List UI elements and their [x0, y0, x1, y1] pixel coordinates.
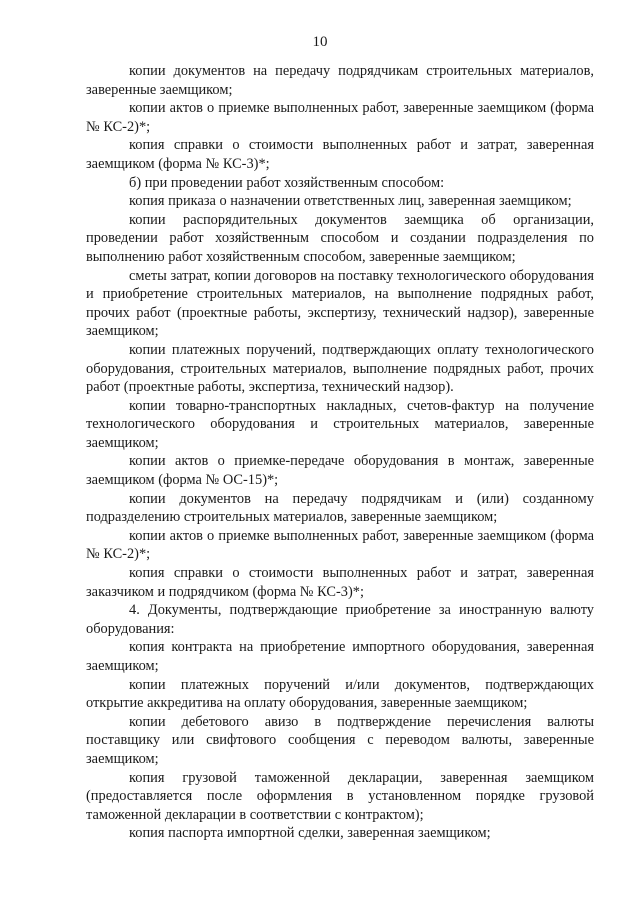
paragraph: копия приказа о назначении ответственных лиц, заверенная заемщиком; — [129, 193, 572, 210]
paragraph: б) при проведении работ хозяйственным способом: — [129, 174, 445, 191]
document-body — [86, 62, 594, 843]
paragraph: копии дебетового авизо в подтверждение перечисления валюты поставщику или свифтового сообщения с переводом валюты, заверенные заемщиком; — [86, 713, 594, 767]
paragraph: копия грузовой таможенной декларации, заверенная заемщиком (предоставляется после оформления в установленном порядке грузовой таможенной декларации в соответствии с контрактом); — [86, 769, 594, 823]
paragraph: копии документов на передачу подрядчикам строительных материалов, заверенные заемщиком; — [86, 63, 594, 98]
paragraph: копии платежных поручений и/или документов, подтверждающих открытие аккредитива на оплату оборудования, заверенные заемщиком; — [86, 676, 594, 712]
paragraph: копия паспорта импортной сделки, заверенная заемщиком; — [129, 825, 491, 842]
paragraph: копия контракта на приобретение импортного оборудования, заверенная заемщиком; — [86, 639, 594, 674]
paragraph: копии распорядительных документов заемщика об организации, проведении работ хозяйственным способом и создании подразделения по выполнению работ хозяйственным способом, заверенные заемщиком; — [86, 211, 594, 265]
paragraph: копии документов на передачу подрядчикам и (или) созданному подразделению строительных материалов, заверенные заемщиком; — [86, 490, 594, 526]
section-heading: 4. Документы, подтверждающие приобретение за иностранную валюту оборудования: — [86, 602, 594, 637]
paragraph: сметы затрат, копии договоров на поставку технологического оборудования и приобретение строительных материалов, на выполнение подрядных работ, прочих работ (проектные работы, экспертизу, технический надзор), заверенные заемщиком; — [86, 267, 594, 340]
paragraph: копии актов о приемке выполненных работ, заверенные заемщиком (форма № КС-2)*; — [86, 527, 594, 563]
paragraph: копии актов о приемке выполненных работ, заверенные заемщиком (форма № КС-2)*; — [86, 100, 594, 135]
page-number: 10 — [312, 34, 328, 50]
paragraph: копия справки о стоимости выполненных работ и затрат, заверенная заказчиком и подрядчиком (форма № КС-3)*; — [86, 565, 594, 600]
paragraph: копии актов о приемке-передаче оборудования в монтаж, заверенные заемщиком (форма № ОС-15)*; — [86, 453, 594, 489]
paragraph: копии платежных поручений, подтверждающих оплату технологического оборудования, строительных материалов, выполнение подрядных работ, прочих работ (проектные работы, экспертиза, технический надзор). — [86, 341, 594, 396]
paragraph: копия справки о стоимости выполненных работ и затрат, заверенная заемщиком (форма № КС-3)*; — [86, 137, 594, 172]
paragraph: копии товарно-транспортных накладных, счетов-фактур на получение технологического оборудования и строительных материалов, заверенные заемщиком; — [86, 397, 594, 451]
